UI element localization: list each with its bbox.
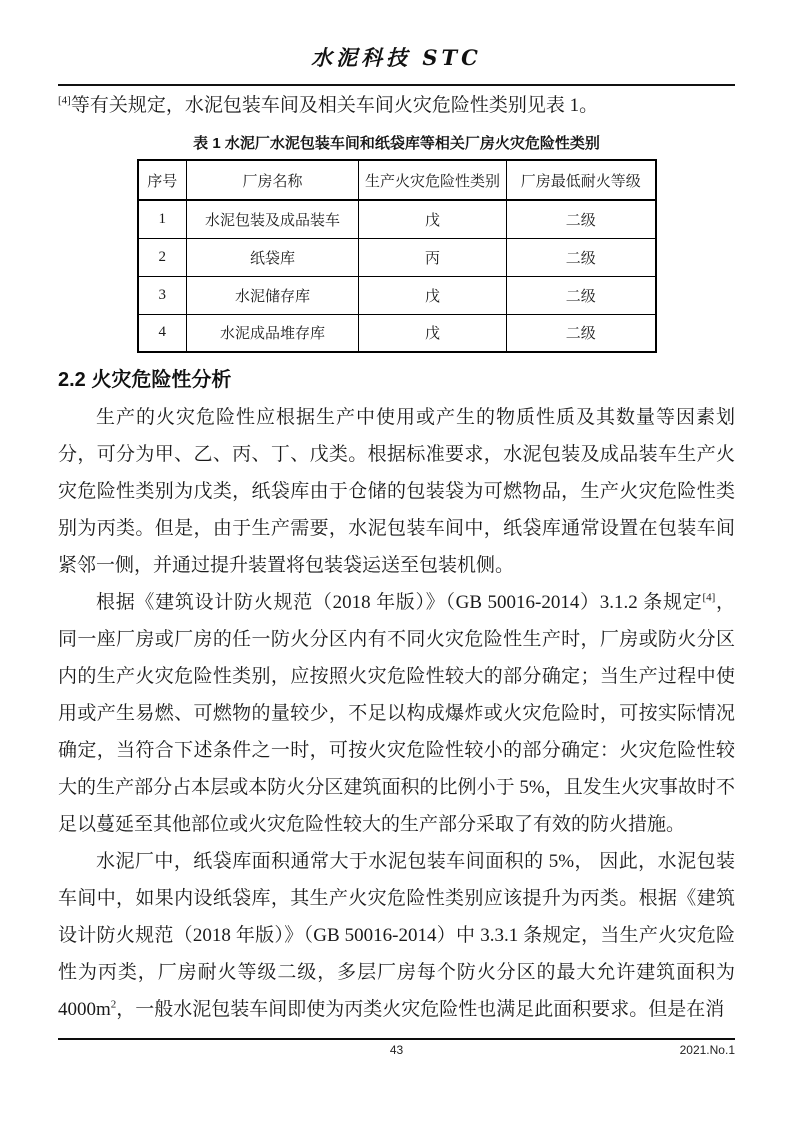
table-header-cell: 厂房名称 <box>187 160 359 200</box>
intro-text: 等有关规定，水泥包装车间及相关车间火灾危险性类别见表 1。 <box>70 95 599 116</box>
table-cell: 4 <box>138 314 187 352</box>
table-header-cell: 序号 <box>138 160 187 200</box>
intro-line <box>58 92 735 120</box>
page-number: 43 <box>389 1043 404 1057</box>
page-content <box>58 92 735 1028</box>
paragraph-text: ，一般水泥包装车间即使为丙类火灾危险性也满足此面积要求。但是在消 <box>116 999 725 1020</box>
table-header-cell: 生产火灾危险性类别 <box>359 160 507 200</box>
table-header-cell: 厂房最低耐火等级 <box>507 160 656 200</box>
table-header-row <box>138 160 656 200</box>
paragraph-text: 生产的火灾危险性应根据生产中使用或产生的物质性质及其数量等因素划分，可分为甲、乙、丙、丁、戊类。根据标准要求，水泥包装及成品装车生产火灾危险性类别为戊类，纸袋库由于仓储的包装袋为可燃物品，生产火灾危险性类别为丙类。但是，由于生产需要，水泥包装车间中，纸袋库通常设置在包装车间紧邻一侧，并通过提升装置将包装袋运送至包装机侧。 <box>58 407 735 576</box>
table-row <box>138 200 656 238</box>
table-cell: 纸袋库 <box>187 238 359 276</box>
table-cell: 3 <box>138 276 187 314</box>
issue-label: 2021.No.1 <box>679 1043 735 1057</box>
table-cell: 戊 <box>359 276 507 314</box>
section-heading: 2.2 火灾危险性分析 <box>58 369 232 391</box>
superscript: [4] <box>702 591 716 604</box>
footer-rule <box>58 1038 735 1040</box>
table-cell: 丙 <box>359 238 507 276</box>
table-cell: 二级 <box>507 314 656 352</box>
table-cell: 二级 <box>507 200 656 238</box>
table-cell: 水泥包装及成品装车 <box>187 200 359 238</box>
table-cell: 二级 <box>507 276 656 314</box>
table-cell: 水泥成品堆存库 <box>187 314 359 352</box>
paragraph-text: ，同一座厂房或厂房的任一防火分区内有不同火灾危险性生产时，厂房或防火分区内的生产火灾危险性类别，应按照火灾危险性较大的部分确定；当生产过程中使用或产生易燃、可燃物的量较少，不足以构成爆炸或火灾危险时，可按实际情况确定，当符合下述条件之一时，可按火灾危险性较小的部分确定：火灾危险性较大的生产部分占本层或本防火分区建筑面积的比例小于 5%，且发生火灾事故时不足以蔓延至其他部位或火灾危险性较大的生产部分采取了有效的防火措施。 <box>58 592 735 835</box>
table-cell: 1 <box>138 200 187 238</box>
table-cell: 2 <box>138 238 187 276</box>
table-row <box>138 276 656 314</box>
table-row <box>138 314 656 352</box>
table-caption: 表 1 水泥厂水泥包装车间和纸袋库等相关厂房火灾危险性类别 <box>193 135 600 152</box>
footer-row <box>58 1043 735 1059</box>
table-cell: 戊 <box>359 314 507 352</box>
table-cell: 水泥储存库 <box>187 276 359 314</box>
body-paragraph <box>58 584 735 843</box>
table-row <box>138 238 656 276</box>
table-cell: 二级 <box>507 238 656 276</box>
paragraph-text: 水泥厂中，纸袋库面积通常大于水泥包装车间面积的 5%， 因此，水泥包装车间中，如果内设纸袋库，其生产火灾危险性类别应该提升为丙类。根据《建筑设计防火规范（2018 年版）》（GB 50016-2014）中 3.3.1 条规定，当生产火灾危险性为丙类，厂房耐火等级二级，多层厂房每个防火分区的最大允许建筑面积为4000m <box>58 851 735 1020</box>
citation-ref-superscript: [4] <box>58 94 71 107</box>
section-paragraphs <box>58 399 735 1028</box>
superscript: 2 <box>110 998 117 1011</box>
fire-hazard-table <box>137 159 657 353</box>
page-footer <box>58 1038 735 1059</box>
header-rule <box>58 84 735 86</box>
table-body <box>138 200 656 352</box>
body-paragraph <box>58 843 735 1028</box>
journal-title: 水泥科技 STC <box>311 45 482 70</box>
body-paragraph <box>58 399 735 584</box>
paragraph-text: 根据《建筑设计防火规范（2018 年版）》（GB 50016-2014）3.1.2 条规定 <box>96 592 703 613</box>
table-cell: 戊 <box>359 200 507 238</box>
